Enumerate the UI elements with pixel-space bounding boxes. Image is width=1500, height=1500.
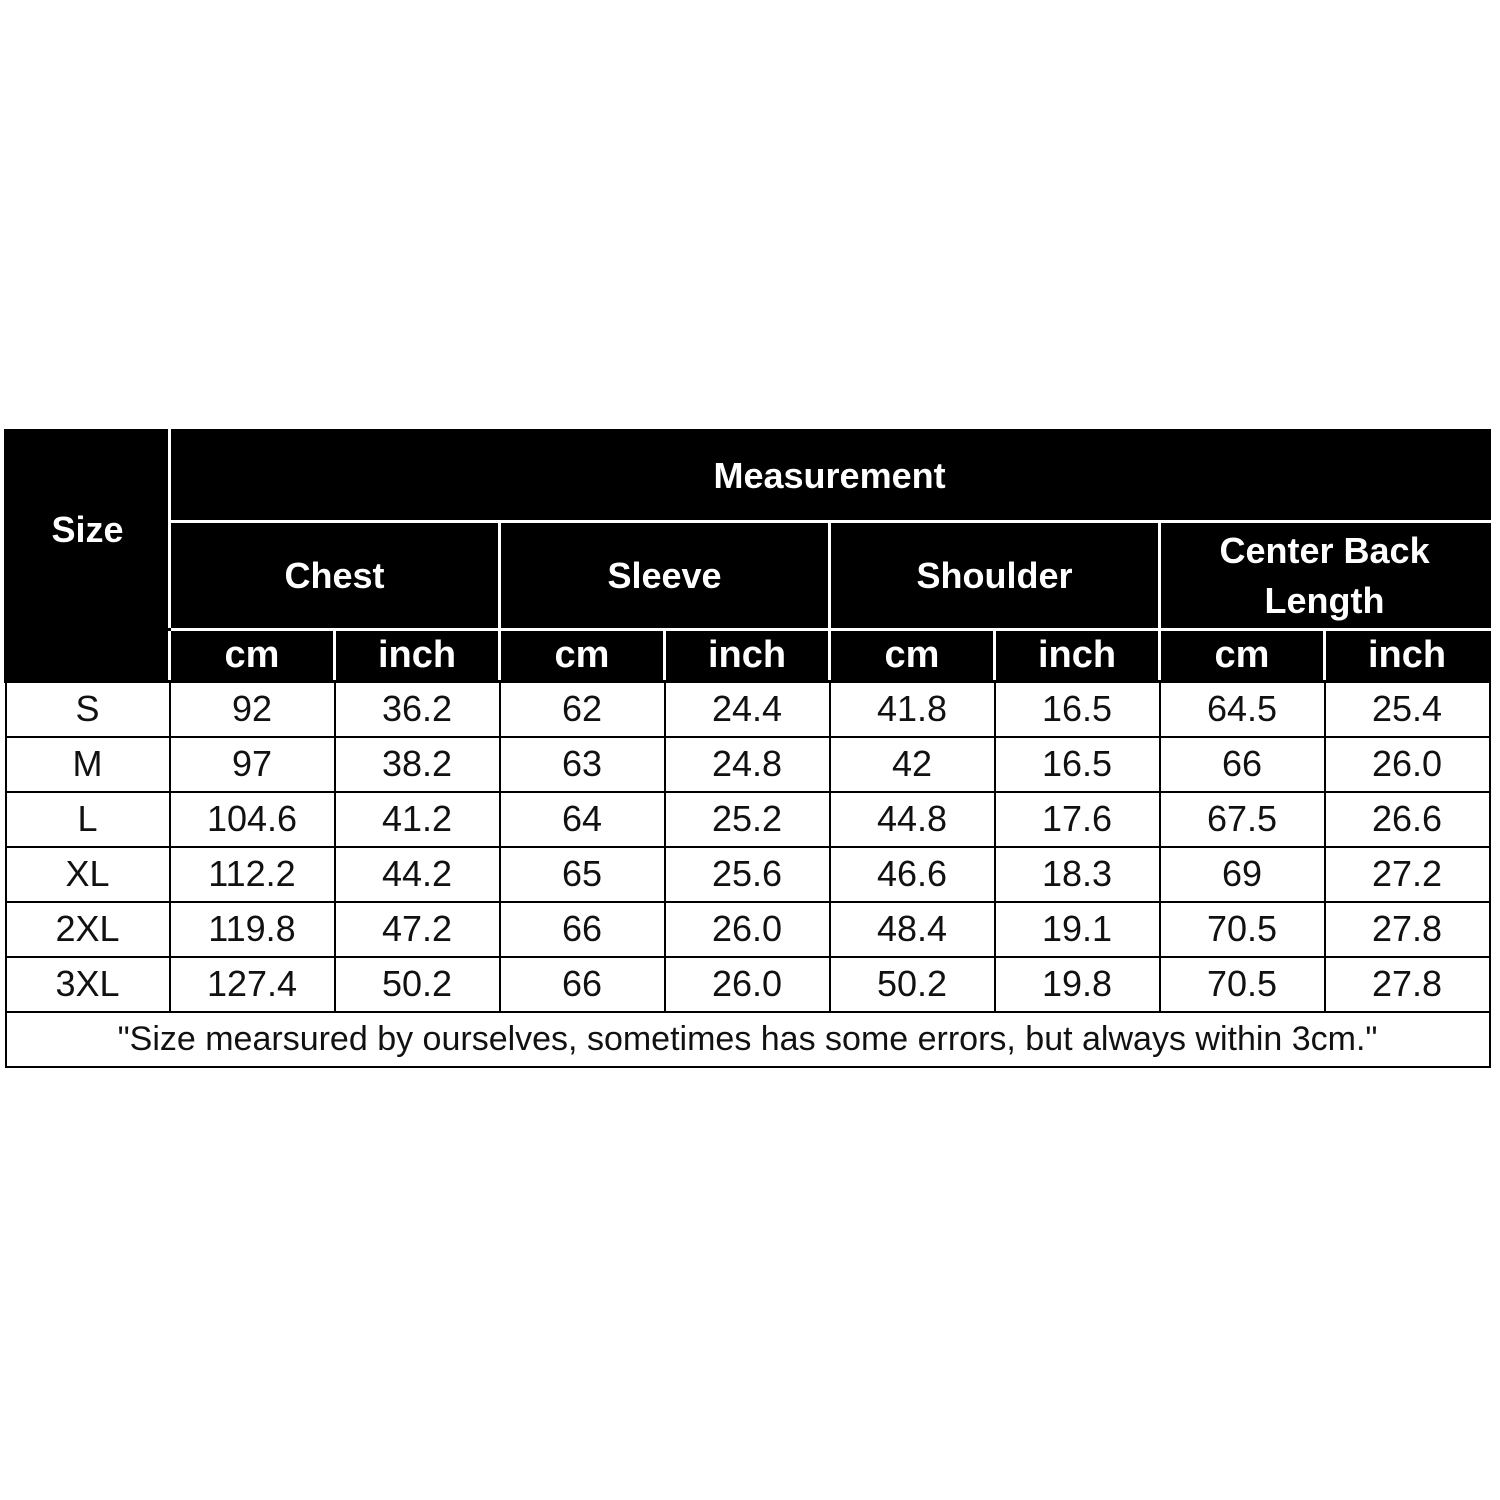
chest-inch-header: inch	[335, 630, 500, 682]
center-back-length-inch-cell: 26.6	[1325, 792, 1490, 847]
chest-inch-cell: 41.2	[335, 792, 500, 847]
chest-inch-cell: 47.2	[335, 902, 500, 957]
shoulder-inch-cell: 19.1	[995, 902, 1160, 957]
shoulder-cm-cell: 48.4	[830, 902, 995, 957]
table-row	[6, 682, 1490, 737]
sleeve-cm-cell: 65	[500, 847, 665, 902]
size-cell: XL	[6, 847, 170, 902]
size-cell: 3XL	[6, 957, 170, 1012]
table-body	[6, 682, 1490, 1067]
center-back-length-inch-cell: 25.4	[1325, 682, 1490, 737]
shoulder-cm-cell: 42	[830, 737, 995, 792]
center-back-length-cm-cell: 70.5	[1160, 902, 1325, 957]
center-back-length-cm-cell: 67.5	[1160, 792, 1325, 847]
table-row	[6, 902, 1490, 957]
shoulder-cm-cell: 50.2	[830, 957, 995, 1012]
shoulder-inch-cell: 18.3	[995, 847, 1160, 902]
measurement-header: Measurement	[170, 431, 1490, 522]
sleeve-inch-cell: 24.4	[665, 682, 830, 737]
shoulder-cm-cell: 46.6	[830, 847, 995, 902]
center-back-length-cm-cell: 64.5	[1160, 682, 1325, 737]
measurement-note: "Size mearsured by ourselves, sometimes has some errors, but always within 3cm."	[6, 1012, 1490, 1067]
chest-cm-cell: 127.4	[170, 957, 335, 1012]
center-back-length-header	[1160, 522, 1490, 630]
sleeve-inch-cell: 26.0	[665, 902, 830, 957]
table-row	[6, 957, 1490, 1012]
sleeve-inch-cell: 25.6	[665, 847, 830, 902]
sleeve-inch-header: inch	[665, 630, 830, 682]
shoulder-inch-cell: 17.6	[995, 792, 1160, 847]
center-back-length-cm-cell: 66	[1160, 737, 1325, 792]
chest-inch-cell: 50.2	[335, 957, 500, 1012]
table-row	[6, 737, 1490, 792]
shoulder-cm-cell: 44.8	[830, 792, 995, 847]
sleeve-cm-cell: 63	[500, 737, 665, 792]
size-cell: M	[6, 737, 170, 792]
sleeve-cm-cell: 66	[500, 957, 665, 1012]
shoulder-inch-cell: 16.5	[995, 737, 1160, 792]
shoulder-inch-header: inch	[995, 630, 1160, 682]
size-chart-table	[4, 429, 1491, 1068]
header-row-measures	[6, 522, 1490, 630]
chest-cm-cell: 104.6	[170, 792, 335, 847]
table-header	[6, 431, 1490, 682]
chest-cm-cell: 119.8	[170, 902, 335, 957]
center-back-length-line1: Center Back	[1219, 529, 1430, 571]
chest-cm-header: cm	[170, 630, 335, 682]
table-row	[6, 792, 1490, 847]
chest-cm-cell: 97	[170, 737, 335, 792]
chest-inch-cell: 36.2	[335, 682, 500, 737]
chest-cm-cell: 112.2	[170, 847, 335, 902]
center-back-length-inch-cell: 27.8	[1325, 902, 1490, 957]
sleeve-cm-cell: 66	[500, 902, 665, 957]
sleeve-inch-cell: 25.2	[665, 792, 830, 847]
size-cell: 2XL	[6, 902, 170, 957]
center-back-length-inch-cell: 27.2	[1325, 847, 1490, 902]
chest-header: Chest	[170, 522, 500, 630]
size-unit-blank	[6, 630, 170, 682]
sleeve-cm-cell: 62	[500, 682, 665, 737]
sleeve-header: Sleeve	[500, 522, 830, 630]
chest-inch-cell: 38.2	[335, 737, 500, 792]
center-back-length-line2: Length	[1264, 579, 1385, 621]
chest-inch-cell: 44.2	[335, 847, 500, 902]
shoulder-cm-cell: 41.8	[830, 682, 995, 737]
header-row-units	[6, 630, 1490, 682]
center-back-length-cm-header: cm	[1160, 630, 1325, 682]
center-back-length-inch-cell: 27.8	[1325, 957, 1490, 1012]
size-cell: L	[6, 792, 170, 847]
center-back-length-cm-cell: 69	[1160, 847, 1325, 902]
sleeve-cm-cell: 64	[500, 792, 665, 847]
size-cell: S	[6, 682, 170, 737]
shoulder-inch-cell: 19.8	[995, 957, 1160, 1012]
shoulder-inch-cell: 16.5	[995, 682, 1160, 737]
sleeve-inch-cell: 24.8	[665, 737, 830, 792]
center-back-length-inch-cell: 26.0	[1325, 737, 1490, 792]
center-back-length-cm-cell: 70.5	[1160, 957, 1325, 1012]
header-row-group	[6, 431, 1490, 522]
size-header: Size	[6, 431, 170, 630]
center-back-length-inch-header: inch	[1325, 630, 1490, 682]
shoulder-cm-header: cm	[830, 630, 995, 682]
chest-cm-cell: 92	[170, 682, 335, 737]
sleeve-cm-header: cm	[500, 630, 665, 682]
table-row	[6, 847, 1490, 902]
note-row	[6, 1012, 1490, 1067]
shoulder-header: Shoulder	[830, 522, 1160, 630]
sleeve-inch-cell: 26.0	[665, 957, 830, 1012]
